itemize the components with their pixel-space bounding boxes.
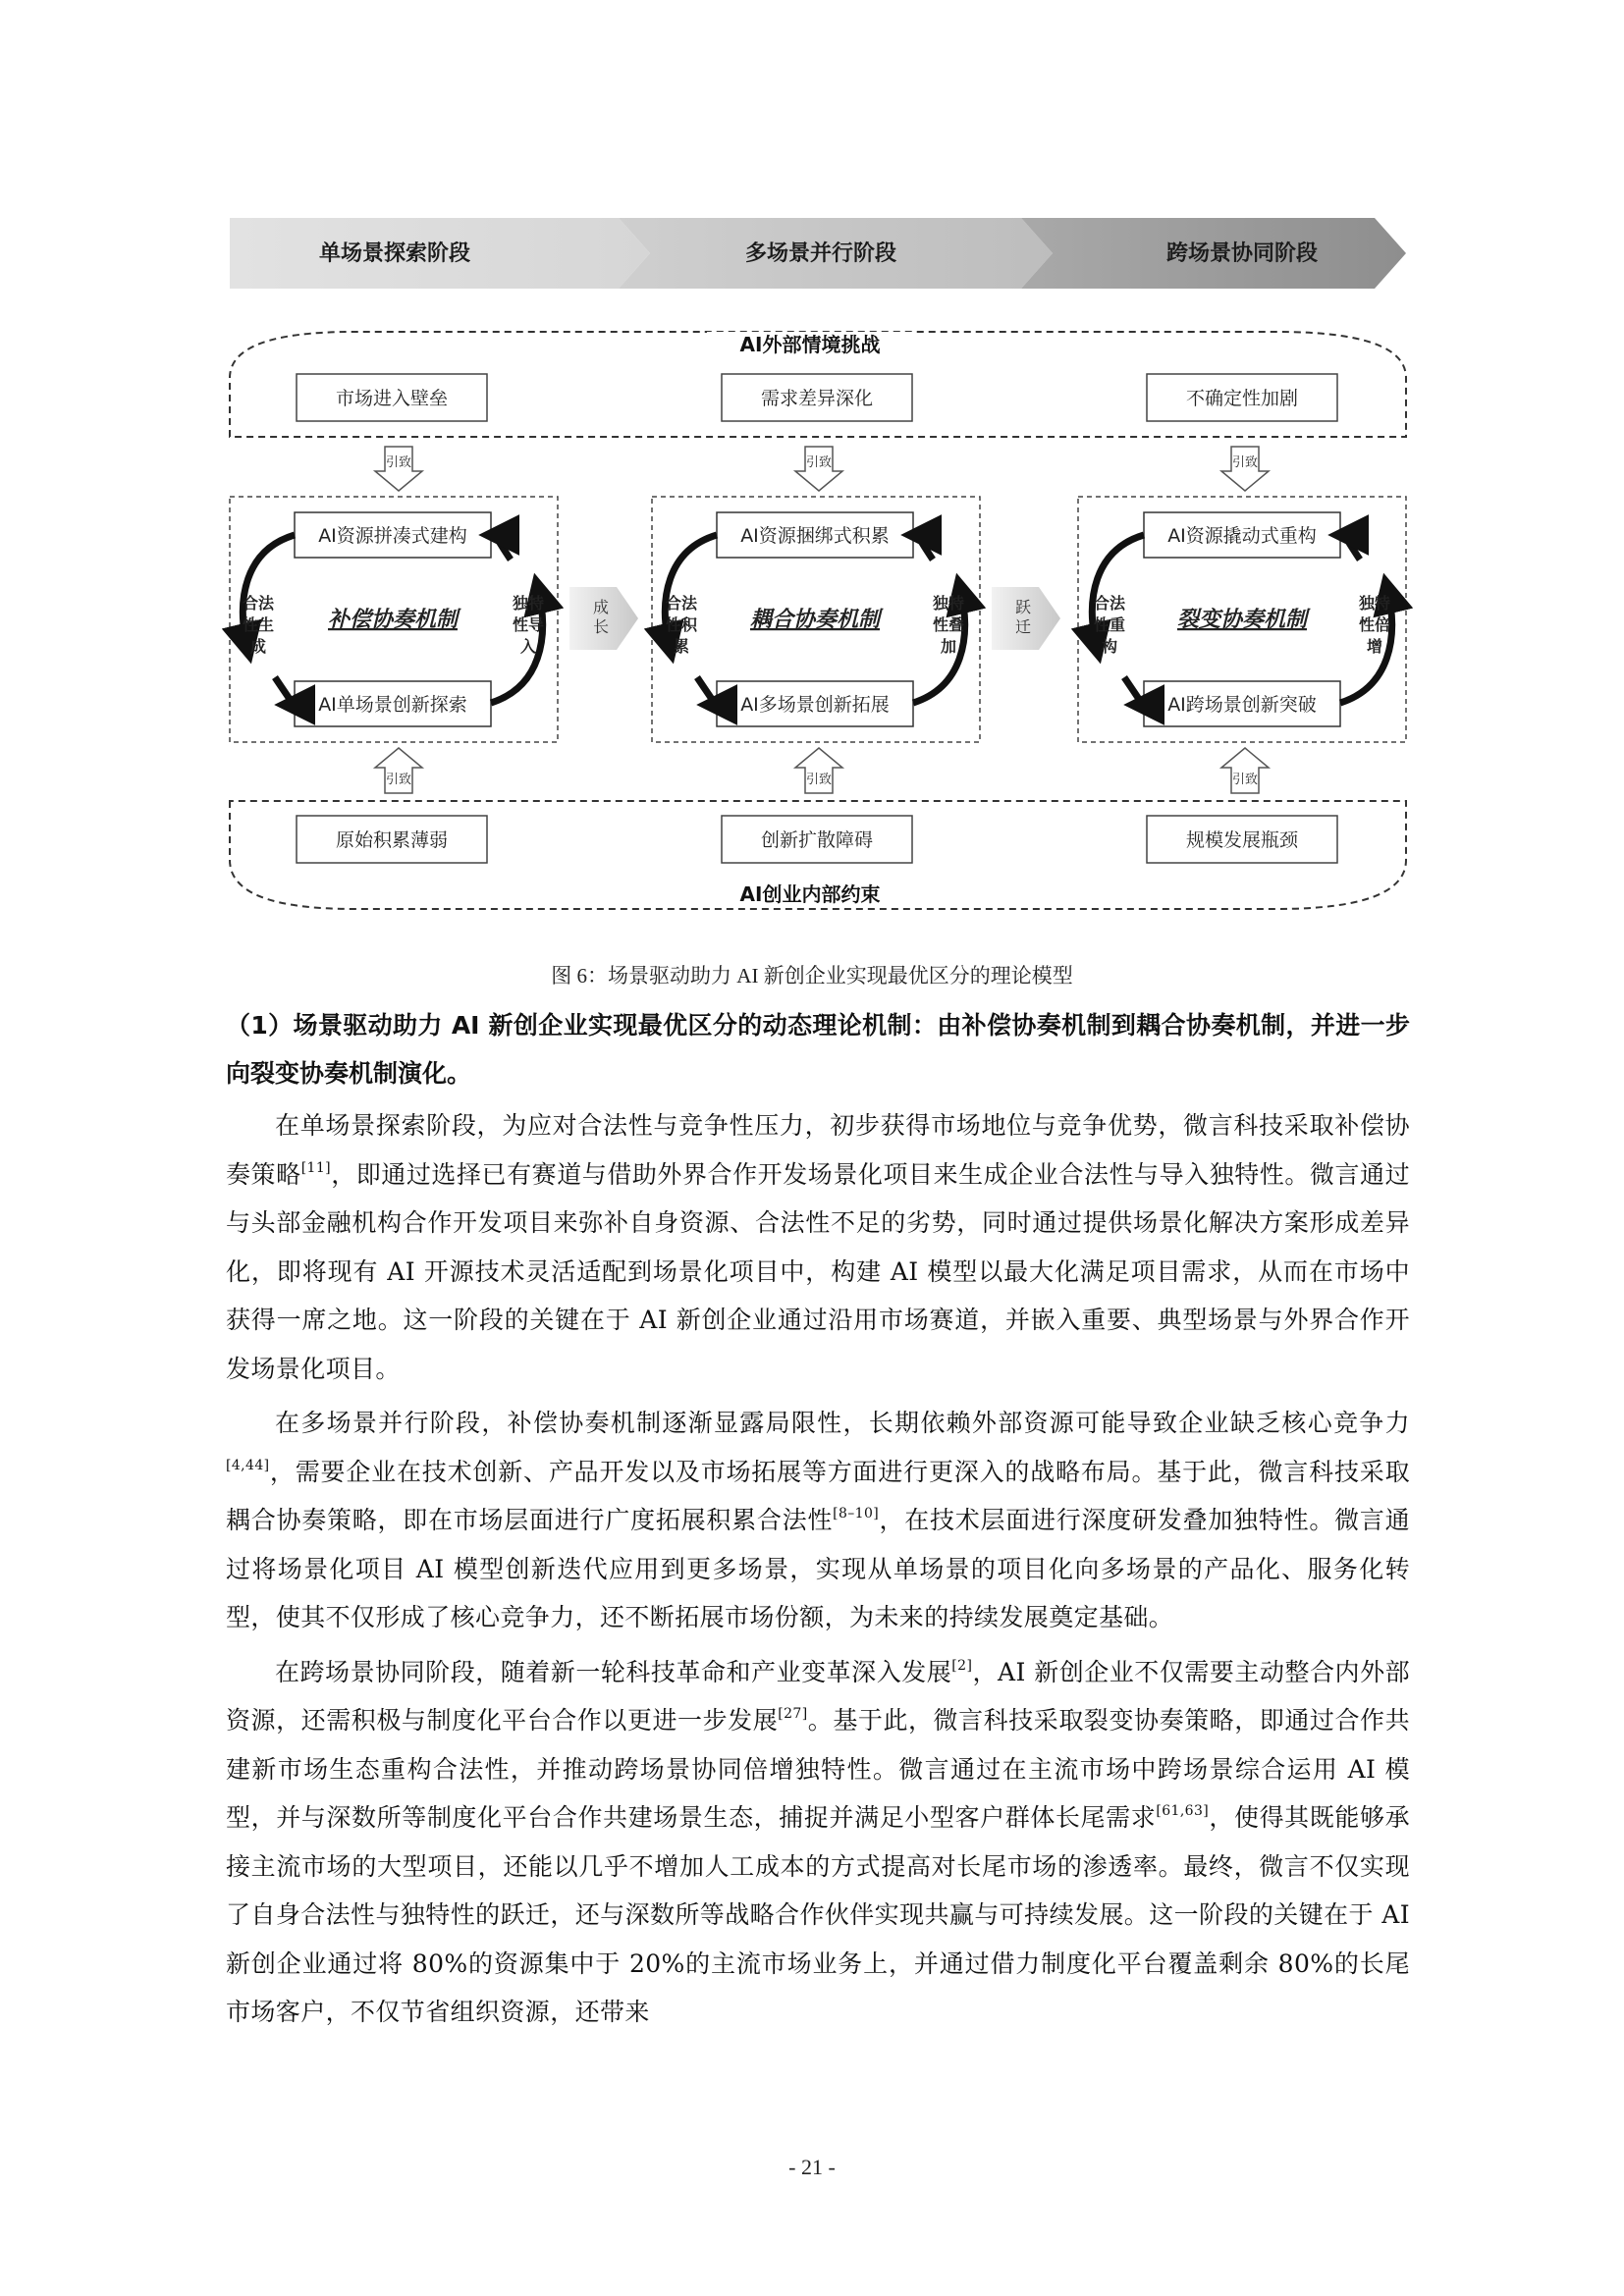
transition-arrow-2 [992,587,1060,650]
mechanism-1-bottom: AI单场景创新探索 [318,694,467,716]
citation: [2] [951,1657,973,1674]
mechanism-panel-2 [652,497,980,742]
external-box-2-label: 需求差异深化 [760,388,874,409]
mechanism-3-bottom: AI跨场景创新突破 [1167,694,1317,716]
citation: [61,63] [1156,1803,1210,1819]
internal-box-2-label: 创新扩散障碍 [760,829,874,851]
transition-2-label: 跃迁 [1014,598,1032,636]
down-arrow-3-label: 引致 [1231,455,1259,470]
mechanism-3-top: AI资源撬动式重构 [1167,525,1317,547]
citation: [27] [778,1706,808,1722]
mechanism-1-left: 合法性生成 [242,594,275,656]
text-run: ，AI 新创企业不仅需要主动整合内外部资源，还需积极与制度化平台合作以更进一步发展 [226,1657,1410,1735]
mechanism-panel-1 [230,497,558,742]
up-arrow-3-label: 引致 [1231,773,1259,787]
paragraph-3 [226,1648,1410,2037]
mechanism-2-top: AI资源捆绑式积累 [740,525,890,547]
caption: 图 6：场景驱动助力 AI 新创企业实现最优区分的理论模型 [551,964,1073,988]
up-arrow-1-label: 引致 [385,773,412,787]
page-number: - 21 - [788,2155,836,2179]
citation: [11] [300,1159,332,1176]
text-run: 。基于此，微言科技采取裂变协奏策略，即通过合作共建新市场生态重构合法性，并推动跨场景协同倍增独特性。微言通过在主流市场中跨场景综合运用 AI 模型，并与深数所等制度化平台合作共建场景生态，捕捉并满足小型客户群体长尾需求 [226,1706,1410,1832]
stage-3-label: 跨场景协同阶段 [1165,241,1319,266]
paragraph-1 [226,1101,1410,1393]
stage-2-label: 多场景并行阶段 [744,241,897,266]
citation: [8–10] [833,1506,880,1522]
mechanism-1-right: 独特性导入 [512,594,545,656]
mechanism-2-right: 独特性叠加 [932,594,965,656]
text-run: ，需要企业在技术创新、产品开发以及市场拓展等方面进行更深入的战略布局。基于此，微言科技采取耦合协奏策略，即在市场层面进行广度拓展积累合法性 [226,1457,1410,1534]
mechanism-2-center: 耦合协奏机制 [749,607,881,632]
internal-box-3-label: 规模发展瓶颈 [1185,829,1299,851]
external-box-1-label: 市场进入壁垒 [335,388,449,409]
mechanism-1-top: AI资源拼凑式建构 [318,525,467,547]
mechanism-3-right: 独特性倍增 [1358,594,1391,656]
up-arrow-2-label: 引致 [805,773,833,787]
internal-box-1-label: 原始积累薄弱 [335,829,449,851]
mechanism-3-center: 裂变协奏机制 [1176,607,1308,632]
theoretical-model-figure [0,0,1624,982]
transition-arrow-1 [569,587,638,650]
mechanism-2-left: 合法性积累 [665,594,698,656]
text-run: ，使得其既能够承接主流市场的大型项目，还能以几乎不增加人工成本的方式提高对长尾市场的渗透率。最终，微言不仅实现了自身合法性与独特性的跃迁，还与深数所等战略合作伙伴实现共赢与可持续发展。这一阶段的关键在于 AI 新创企业通过将 80%的资源集中于 20%的主流市场业务上，并通过借力制度化平台覆盖剩余 80%的长尾市场客户，不仅节省组织资源，还带来 [226,1803,1411,2026]
stage-1-label: 单场景探索阶段 [318,241,471,266]
mechanism-1-center: 补偿协奏机制 [327,607,459,632]
stage-bar [230,218,1406,289]
paragraph-2 [226,1399,1410,1642]
body-text [226,1001,1410,2043]
text-run: ，即通过选择已有赛道与借助外界合作开发场景化项目来生成企业合法性与导入独特性。微言通过与头部金融机构合作开发项目来弥补自身资源、合法性不足的劣势，同时通过提供场景化解决方案形成差异化，即将现有 AI 开源技术灵活适配到场景化项目中，构建 AI 模型以最大化满足项目需求，从而在市场中获得一席之地。这一阶段的关键在于 AI 新创企业通过沿用市场赛道，并嵌入重要、典型场景与外界合作开发场景化项目。 [226,1159,1410,1383]
external-box-3-label: 不确定性加剧 [1185,388,1299,409]
internal-context-title: AI创业内部约束 [739,882,881,906]
mechanism-panel-3 [1078,497,1406,742]
text-run: 在单场景探索阶段，为应对合法性与竞争性压力，初步获得市场地位与竞争优势，微言科技采取补偿协奏策略 [226,1111,1410,1189]
citation: [4,44] [226,1457,270,1473]
external-context [230,332,1406,437]
mechanism-3-left: 合法性重构 [1093,594,1126,656]
text-run: ，在技术层面进行深度研发叠加独特性。微言通过将场景化项目 AI 模型创新迭代应用到更多场景，实现从单场景的项目化向多场景的产品化、服务化转型，使其不仅形成了核心竞争力，还不断拓展市场份额，为未来的持续发展奠定基础。 [226,1506,1410,1631]
text-run: 在跨场景协同阶段，随着新一轮科技革命和产业变革深入发展 [275,1657,952,1686]
down-arrow-1-label: 引致 [385,455,412,470]
external-context-title: AI外部情境挑战 [739,333,881,356]
transition-1-label: 成长 [592,598,610,636]
section-heading: （1）场景驱动助力 AI 新创企业实现最优区分的动态理论机制：由补偿协奏机制到耦合协奏机制，并进一步向裂变协奏机制演化。 [226,1011,1410,1088]
text-run: 在多场景并行阶段，补偿协奏机制逐渐显露局限性，长期依赖外部资源可能导致企业缺乏核心竞争力 [275,1409,1410,1437]
mechanism-2-bottom: AI多场景创新拓展 [740,694,890,716]
internal-context [230,801,1406,909]
down-arrow-2-label: 引致 [805,455,833,470]
